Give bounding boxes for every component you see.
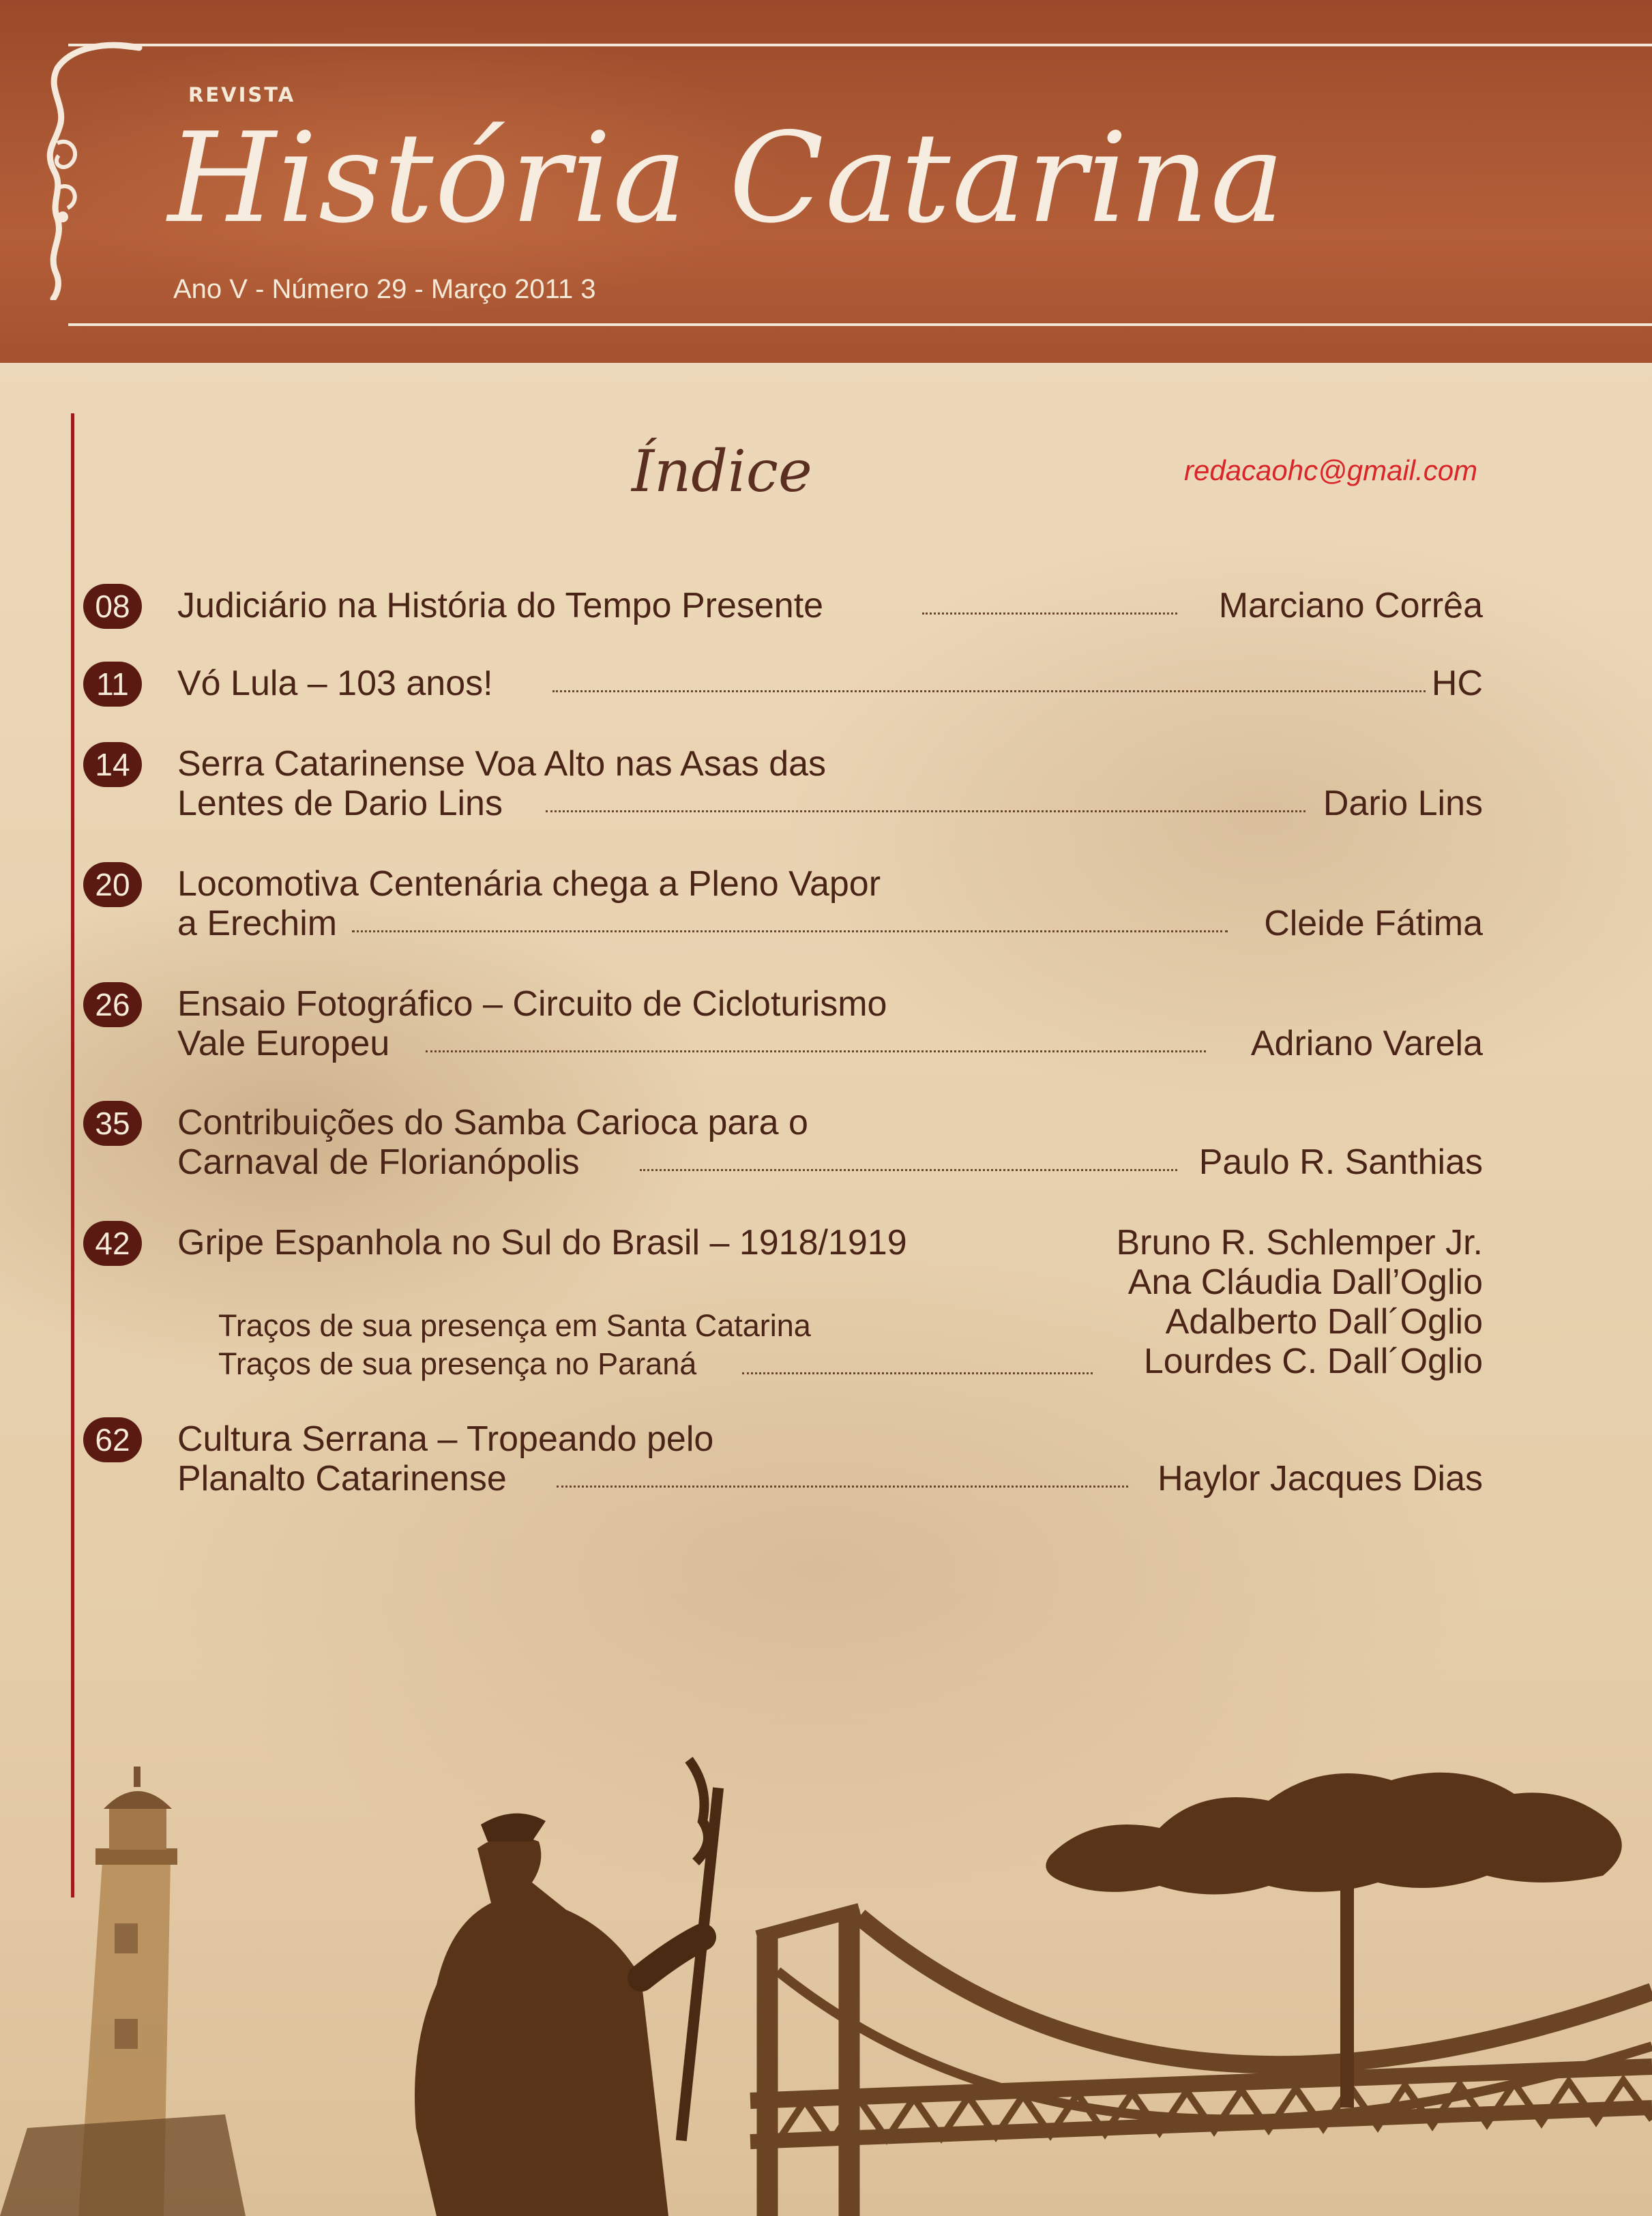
leader-dots <box>552 690 1426 692</box>
article-title-line-2[interactable]: Planalto Catarinense <box>177 1459 507 1498</box>
revista-label: REVISTA <box>188 83 296 106</box>
article-author: Adriano Varela <box>1250 1024 1483 1063</box>
bridge-icon <box>750 1910 1652 2216</box>
article-title[interactable]: Contribuições do Samba Carioca para o <box>177 1103 808 1142</box>
article-author: Marciano Corrêa <box>1218 586 1483 625</box>
page-number-badge[interactable]: 42 <box>83 1221 142 1266</box>
article-subtitle[interactable]: Traços de sua presença em Santa Catarina <box>218 1308 811 1343</box>
article-author: Cleide Fátima <box>1264 904 1483 943</box>
page-number-badge[interactable]: 20 <box>83 862 142 907</box>
page-number-badge[interactable]: 08 <box>83 584 142 629</box>
article-author: Ana Cláudia Dall’Oglio <box>1127 1262 1483 1302</box>
article-title[interactable]: Serra Catarinense Voa Alto nas Asas das <box>177 744 827 784</box>
masthead <box>0 0 1652 363</box>
article-author: Paulo R. Santhias <box>1198 1142 1483 1182</box>
page-number-badge[interactable]: 35 <box>83 1101 142 1146</box>
statue-icon <box>415 1760 724 2216</box>
article-title-line-2[interactable]: Carnaval de Florianópolis <box>177 1142 580 1182</box>
article-title[interactable]: Judiciário na História do Tempo Presente <box>177 586 824 625</box>
article-title[interactable]: Vó Lula – 103 anos! <box>177 664 493 703</box>
page-number-badge[interactable]: 11 <box>83 662 142 707</box>
leader-dots <box>352 930 1228 932</box>
leader-dots <box>546 810 1306 812</box>
article-title-line-2[interactable]: a Erechim <box>177 904 338 943</box>
article-title-line-2[interactable]: Vale Europeu <box>177 1024 390 1063</box>
issue-line: Ano V - Número 29 - Março 2011 3 <box>173 274 596 304</box>
article-title[interactable]: Ensaio Fotográfico – Circuito de Cicloturismo <box>177 984 887 1024</box>
leader-dots <box>557 1486 1128 1488</box>
page-number-badge[interactable]: 26 <box>83 982 142 1027</box>
article-title[interactable]: Locomotiva Centenária chega a Pleno Vapor <box>177 864 881 904</box>
article-author: Dario Lins <box>1323 784 1483 823</box>
article-author: Haylor Jacques Dias <box>1157 1459 1483 1498</box>
article-title-line-2[interactable]: Lentes de Dario Lins <box>177 784 503 823</box>
margin-rule <box>71 413 74 1897</box>
lighthouse-icon <box>0 1767 246 2216</box>
article-title[interactable]: Gripe Espanhola no Sul do Brasil – 1918/1919 <box>177 1223 907 1262</box>
decorative-illustration <box>0 1746 1652 2216</box>
leader-dots <box>426 1050 1206 1052</box>
page-number-badge[interactable]: 14 <box>83 742 142 787</box>
masthead-bottom-rule <box>68 323 1652 326</box>
article-title[interactable]: Cultura Serrana – Tropeando pelo <box>177 1419 714 1459</box>
page-number-badge[interactable]: 62 <box>83 1417 142 1462</box>
article-author: Bruno R. Schlemper Jr. <box>1116 1223 1483 1262</box>
index-heading: Índice <box>632 438 812 505</box>
ornament-flourish-icon <box>44 41 146 300</box>
article-author: HC <box>1431 664 1483 703</box>
leader-dots <box>742 1372 1093 1374</box>
leader-dots <box>640 1169 1177 1171</box>
contact-email[interactable]: redacaohc@gmail.com <box>1184 454 1478 486</box>
leader-dots <box>922 612 1177 615</box>
article-subtitle[interactable]: Traços de sua presença no Paraná <box>218 1346 697 1381</box>
magazine-title: História Catarina <box>168 106 1286 250</box>
article-author: Adalberto Dall´Oglio <box>1165 1302 1483 1342</box>
article-author: Lourdes C. Dall´Oglio <box>1143 1342 1483 1381</box>
masthead-top-rule <box>68 44 1652 46</box>
